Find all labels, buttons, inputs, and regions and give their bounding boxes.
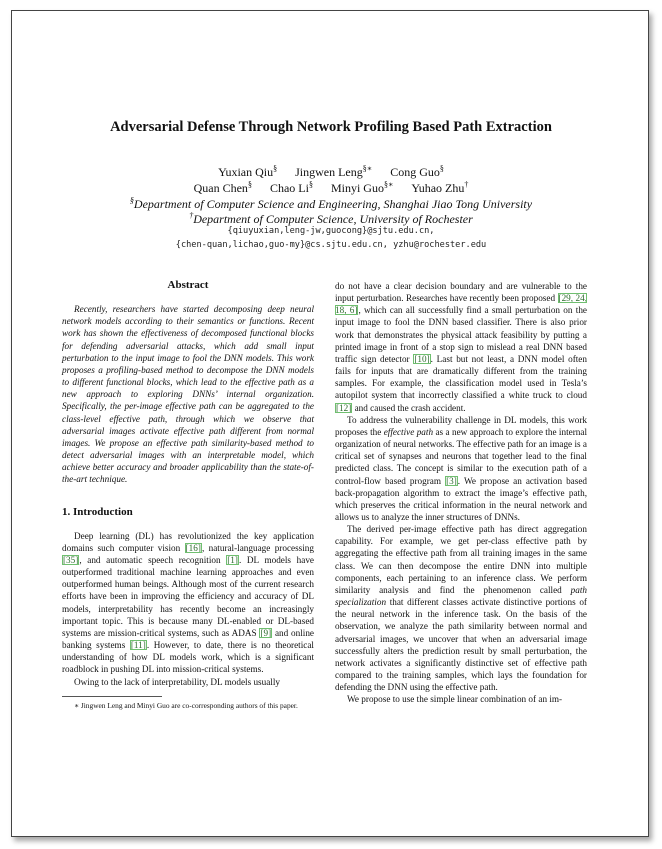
intro-paragraph-2: Owing to the lack of interpretability, DL models usually — [74, 676, 280, 687]
author-name: Yuhao Zhu — [411, 181, 465, 195]
right-paragraph-3 — [335, 523, 587, 693]
right-column — [335, 280, 587, 705]
affiliation-2-mark: † — [189, 211, 194, 220]
author-name: Chao Li — [269, 181, 309, 195]
section-heading-introduction: 1. Introduction — [62, 505, 133, 518]
text-run: . However, to date, there is no theoretical understanding of how DL models work, which is a significant roadblock in pushing DL into mission-critical systems. — [62, 640, 314, 675]
text-run: . We propose an activation based back-propagation algorithm to extract the image’s effective path, which preserves the critical information in the neural network and allows us to analyze the inner structures of DNNs. — [335, 475, 588, 522]
author-affiliation-mark: § — [247, 180, 252, 189]
text-run: and caused the crash accident. — [352, 402, 466, 413]
affiliation-2-text: Department of Computer Science, University of Rochester — [193, 212, 473, 226]
author-name: Jingwen Leng — [295, 165, 363, 179]
author-affiliation-mark: § — [308, 180, 313, 189]
text-run: The derived per-image effective path has direct aggregation capability. For example, we get per-class effective path by aggregating the effective path from all training images in the same class. We can then decompose the entire DNN into multiple components, each pertaining to an inference class. We perform similarity analysis and find the phenomenon called — [335, 524, 587, 595]
author-emails-2: {chen-quan,lichao,guo-my}@cs.sjtu.edu.cn, yzhu@rochester.edu — [175, 240, 487, 250]
footnote: ∗ Jingwen Leng and Minyi Guo are co-corresponding authors of this paper. — [74, 700, 298, 710]
text-run: Deep learning (DL) has revolutionized the key application domains such computer vision — [62, 530, 314, 553]
author-name: Yuxian Qiu — [218, 165, 274, 179]
text-run: , natural-language processing — [201, 542, 314, 553]
citation-link[interactable]: [12] — [336, 402, 352, 413]
author-affiliation-mark: §∗ — [383, 180, 394, 189]
text-run: To address the vulnerability challenge in DL models, this work proposes the — [335, 414, 587, 437]
citation-link[interactable]: [11] — [130, 640, 146, 651]
citation-link[interactable]: [16] — [185, 542, 201, 553]
text-run: that different classes activate distinctive portions of the neural network in the inference task. On the basis of the observation, we analyze the path similarity between normal and adversarial images, we uncover that when an adversarial image successfully alters the prediction result by small perturbation, the network activates a significantly distinctive set of effective path compared to the training samples, which lays the foundation for defending the DNN using the effective path. — [335, 597, 587, 693]
emphasized-term: path specialization — [335, 584, 587, 608]
text-run: , and automatic speech recognition — [79, 554, 227, 565]
emphasized-term: effective path — [383, 426, 434, 437]
citation-link[interactable]: [29, 24, 18, 6] — [335, 293, 587, 316]
left-column — [62, 279, 314, 711]
affiliation-1-mark: § — [129, 196, 134, 205]
author-name: Quan Chen — [193, 181, 248, 195]
author-affiliation-mark: † — [464, 180, 469, 189]
right-paragraph-4: We propose to use the simple linear combination of an im- — [347, 694, 563, 705]
author-name: Cong Guo — [390, 165, 440, 179]
author-name: Minyi Guo — [330, 181, 384, 195]
author-affiliation-mark: §∗ — [362, 164, 373, 173]
affiliation-1-text: Department of Computer Science and Engineering, Shanghai Jiao Tong University — [133, 197, 533, 211]
text-run: . DL models have outperformed traditional machine learning approaches and even outperformed human beings. Although most of the current research efforts have been in improving the efficiency and accuracy of DL models, interpretability has recently become an increasingly important topic. This is because many DL-enabled or DL-based systems are mission-critical systems, such as ADAS — [62, 554, 314, 638]
abstract-text: Recently, researchers have started decomposing deep neural network models according to their semantics or functions. Recent work has shown the effectiveness of decomposed functional blocks for defending adversarial attacks, which add small input perturbation to the input image to fool the DNN models. This work proposes a profiling-based method to decompose the DNN models to different functional blocks, which lead to the effective path as a new approach to exploring DNNs’ internal organization. Specifically, the per-image effective path can be aggregated to the class-level effective path, through which we observe that adversarial images activate effective path different from normal images. We propose an effective path similarity-based method to detect adversarial images with an interpretable model, which achieve better accuracy and broader applicability than the state-of-the-art technique. — [62, 304, 314, 485]
footnote-divider — [62, 696, 162, 697]
text-run: and online banking systems — [62, 627, 314, 651]
citation-link[interactable]: [1] — [227, 554, 238, 565]
intro-paragraph-1 — [62, 530, 314, 676]
citation-link[interactable]: [9] — [260, 627, 272, 638]
author-emails-1: {qiuyuxian,leng-jw,guocong}@sjtu.edu.cn, — [227, 226, 435, 236]
text-run: , which can all successfully find a small perturbation on the input image to fool the DNN based classifier. There is also prior work that demonstrates the physical attack feasibility by putting a printed image in front of a stop sign to mislead a real DNN based traffic sign detector — [335, 305, 588, 364]
citation-link[interactable]: [3] — [446, 475, 457, 486]
text-run: as a new approach to explore the internal organization of neural networks. The effective path for an image is a critical set of synapses and neurons that together lead to the final predicted class. The concept is similar to the execution path of a control-flow based program — [335, 426, 587, 486]
citation-link[interactable]: [10] — [414, 353, 430, 364]
paper-title: Adversarial Defense Through Network Profiling Based Path Extraction — [110, 119, 552, 135]
citation-link[interactable]: [35] — [63, 554, 79, 565]
right-paragraph-1 — [335, 280, 587, 414]
author-affiliation-mark: § — [439, 164, 444, 173]
right-paragraph-2 — [335, 414, 587, 523]
text-run: do not have a clear decision boundary and are vulnerable to the input perturbation. Researches have recently been proposed — [335, 281, 587, 304]
text-run: . Last but not least, a DNN model often fails for inputs that are dramatically different from the training samples. For example, the classification model used in Tesla’s autopilot system that incorrectly classified a white truck to cloud — [335, 353, 587, 401]
abstract-heading: Abstract — [167, 279, 209, 291]
author-affiliation-mark: § — [273, 164, 278, 173]
